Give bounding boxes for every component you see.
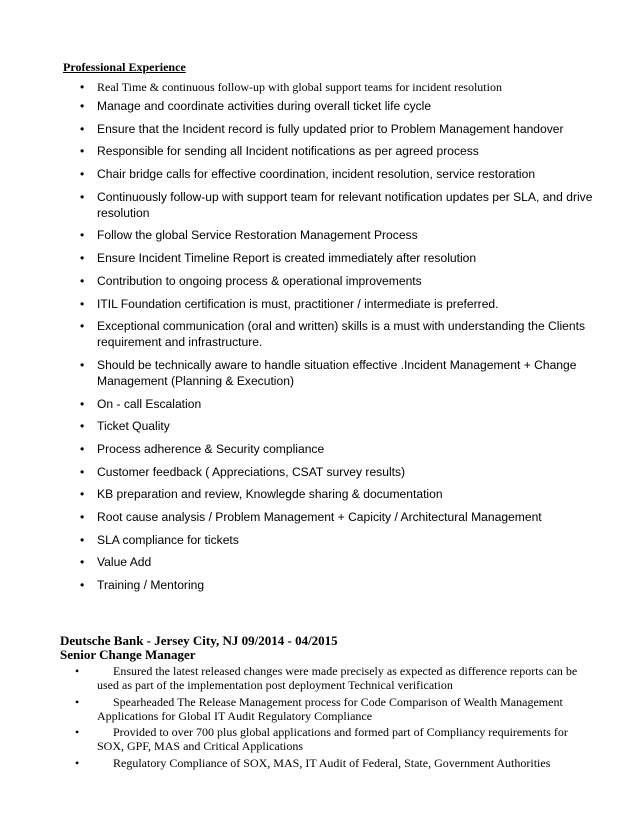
experience-item-text: Manage and coordinate activities during overall ticket life cycle: [97, 99, 432, 113]
experience-item: [80, 273, 600, 289]
experience-item: [80, 357, 600, 389]
experience-item-text: Ticket Quality: [97, 419, 170, 434]
experience-item-text: Root cause analysis / Problem Management + Capicity / Architectural Management: [97, 510, 542, 524]
bullet-icon: •: [80, 464, 85, 479]
experience-item-text: KB preparation and review, Knowlegde sharing & documentation: [97, 487, 443, 502]
experience-item-text: Responsible for sending all Incident notifications as per agreed process: [97, 144, 479, 159]
experience-item: [80, 396, 600, 412]
job-duty-item: [60, 756, 580, 770]
experience-item-text: SLA compliance for tickets: [97, 532, 239, 547]
job-duty-item: [60, 695, 580, 723]
experience-item: [80, 121, 600, 137]
job-duty-item: [60, 664, 580, 692]
bullet-icon: •: [75, 664, 80, 678]
experience-item-text: Contribution to ongoing process & operational improvements: [97, 273, 422, 288]
bullet-icon: •: [75, 694, 80, 709]
experience-item-text: Customer feedback ( Appreciations, CSAT survey results): [97, 464, 406, 479]
experience-item-text: Process adherence & Security compliance: [97, 441, 325, 456]
experience-item-text: Training / Mentoring: [97, 578, 205, 593]
bullet-icon: •: [80, 396, 85, 411]
job-heading: Deutsche Bank - Jersey City, NJ 09/2014 - 04/2015: [60, 633, 338, 648]
bullet-icon: •: [80, 487, 85, 502]
bullet-icon: •: [80, 296, 85, 311]
experience-item: [80, 577, 600, 593]
bullet-icon: •: [80, 441, 85, 456]
experience-item: [80, 227, 600, 243]
experience-item: [80, 441, 600, 457]
job-duty-text: Regulatory Compliance of SOX, MAS, IT Audit of Federal, State, Government Authorities: [113, 755, 551, 770]
experience-item-text: Ensure that the Incident record is fully updated prior to Problem Management handover: [97, 121, 564, 136]
bullet-icon: •: [80, 167, 85, 182]
bullet-icon: •: [80, 144, 85, 159]
experience-item: [80, 554, 600, 570]
experience-item-text: Ensure Incident Timeline Report is created immediately after resolution: [97, 251, 477, 266]
experience-item-text: Continuously follow-up with support team for relevant notification updates per SLA, and drive resolution: [97, 189, 593, 220]
experience-item: [80, 80, 600, 95]
bullet-icon: •: [80, 510, 85, 524]
experience-item: [80, 98, 600, 114]
experience-item: [80, 464, 600, 480]
experience-item: [80, 296, 600, 312]
bullet-icon: •: [80, 319, 85, 334]
bullet-icon: •: [80, 357, 85, 372]
job-duty-text: Ensured the latest released changes were made precisely as expected as difference reports can be used as part of the implementation post deployment Technical verification: [97, 664, 578, 692]
bullet-icon: •: [80, 273, 85, 288]
experience-item: [80, 532, 600, 548]
bullet-icon: •: [80, 419, 85, 434]
experience-item: [80, 486, 600, 502]
experience-item-text: Should be technically aware to handle situation effective .Incident Management + Change Management (Planning & Execution): [97, 357, 577, 388]
experience-item: [80, 509, 600, 525]
job-duty-text: Spearheaded The Release Management process for Code Comparison of Wealth Management Applications for Global IT Audit Regulatory Compliance: [97, 694, 563, 723]
section-title-professional-experience: Professional Experience: [63, 60, 186, 74]
bullet-icon: •: [80, 251, 85, 266]
job-duties-list: [60, 664, 580, 772]
experience-item-text: ITIL Foundation certification is must, practitioner / intermediate is preferred.: [97, 296, 499, 311]
experience-item: [80, 418, 600, 434]
bullet-icon: •: [80, 578, 85, 593]
experience-item: [80, 143, 600, 159]
bullet-icon: •: [80, 99, 85, 113]
bullet-icon: •: [80, 228, 85, 243]
experience-item: [80, 189, 600, 221]
bullet-icon: •: [80, 532, 85, 547]
bullet-icon: •: [80, 189, 85, 204]
experience-item-text: On - call Escalation: [97, 396, 202, 411]
job-duty-text: Provided to over 700 plus global applications and formed part of Compliancy requirements for SOX, GPF, MAS and Critical Applications: [97, 725, 568, 753]
experience-item: [80, 250, 600, 266]
experience-item-text: Follow the global Service Restoration Management Process: [97, 228, 418, 243]
job-duty-item: [60, 725, 580, 753]
bullet-icon: •: [80, 555, 85, 570]
bullet-icon: •: [80, 121, 85, 136]
bullet-icon: •: [80, 80, 85, 94]
experience-list: [80, 98, 600, 600]
job-role: Senior Change Manager: [60, 647, 196, 662]
experience-item-text: Value Add: [97, 555, 152, 570]
bullet-icon: •: [75, 755, 80, 770]
experience-item-text: Real Time & continuous follow-up with global support teams for incident resolution: [97, 80, 502, 94]
bullet-icon: •: [75, 725, 80, 739]
experience-item: [80, 318, 600, 350]
experience-item: [80, 166, 600, 182]
experience-item-text: Chair bridge calls for effective coordination, incident resolution, service restoration: [97, 167, 536, 182]
experience-item-text: Exceptional communication (oral and written) skills is a must with understanding the Clients requirement and infrastructure.: [97, 319, 586, 350]
